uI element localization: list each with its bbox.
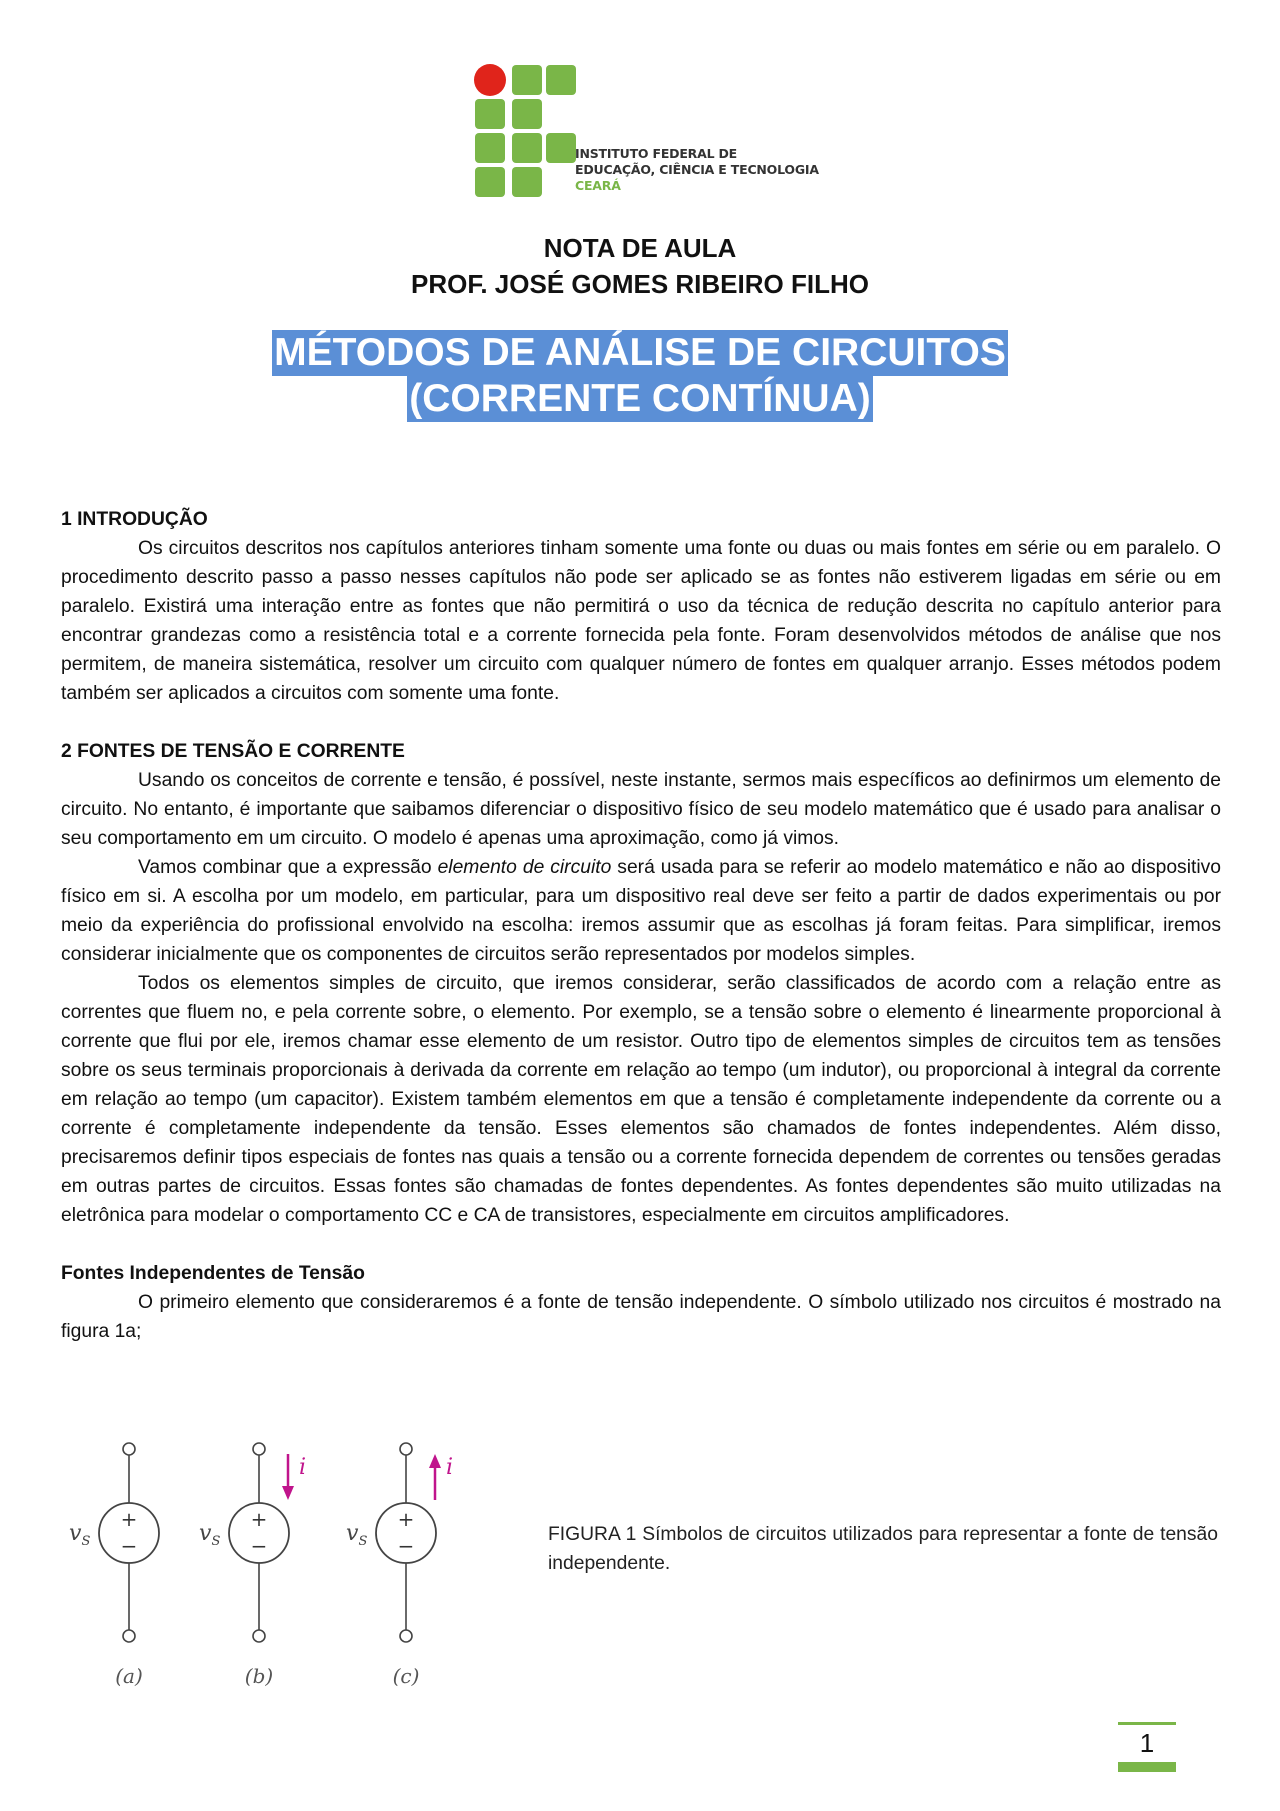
intro-paragraph: Os circuitos descritos nos capítulos anteriores tinham somente uma fonte ou duas ou mais fontes em série ou em paralelo. O procedimento descrito passo a passo nesses capítulos não pode ser aplicado se as fontes não estiverem ligadas em série ou em paralelo. Existirá uma interação entre as fontes que não permitirá o uso da técnica de redução descrita no capítulo anterior para encontrar grandezas como a resistência total e a corrente fornecida pela fonte. Foram desenvolvidos métodos de análise que nos permitem, de maneira sistemática, resolver um circuito com qualquer número de fontes em qualquer arranjo. Esses métodos podem também ser aplicados a circuitos com somente uma fonte. [61, 538, 1221, 704]
source-symbol-a [69, 1443, 159, 1688]
logo-text [575, 146, 819, 194]
fontes-paragraph-2: Vamos combinar que a expressão elemento de circuito será usada para se referir ao modelo matemático e não ao dispositivo físico em si. A escolha por um modelo, em particular, para um dispositivo real deve ser feito a partir de dados experimentais ou por meio da experiência do profissional envolvido na escolha: iremos assumir que as escolhas já foram feitas. Para simplificar, iremos considerar inicialmente que os componentes de circuitos serão representados por modelos simples. [61, 857, 1221, 965]
svg-text:−: − [120, 1534, 138, 1558]
logo-squares [470, 62, 580, 202]
label-c: (c) [392, 1664, 420, 1688]
section-heading-fontes: 2 FONTES DE TENSÃO E CORRENTE [61, 741, 405, 762]
label-a: (a) [115, 1664, 143, 1688]
page-number-text: 1 [1139, 1728, 1155, 1758]
current-label-c: i [446, 1455, 454, 1480]
svg-text:+: + [250, 1507, 268, 1531]
svg-text:+: + [397, 1507, 415, 1531]
figure-1-voltage-source-symbols [61, 1440, 501, 1690]
fontes-paragraph-3: Todos os elementos simples de circuito, que iremos considerar, serão classificados de acordo com a relação entre as correntes que fluem no, e pela corrente sobre, o elemento. Por exemplo, se a tensão sobre o elemento é linearmente proporcional à corrente que flui por ele, iremos chamar esse elemento de um resistor. Outro tipo de elementos simples de circuitos tem as tensões sobre os seus terminais proporcionais à derivada da corrente em relação ao tempo (um indutor), ou proporcional à integral da corrente em relação ao tempo (um capacitor). Existem também elementos em que a tensão é completamente independente da corrente ou a corrente é completamente independente da tensão. Esses elementos são chamados de fontes independentes. Além disso, precisaremos definir tipos especiais de fontes nas quais a tensão ou a corrente fornecida dependem de correntes ou tensões geradas em outras partes de circuitos. Essas fontes são chamadas de fontes dependentes. As fontes dependentes são muito utilizadas na eletrônica para modelar o comportamento CC e CA de transistores, especialmente em circuitos amplificadores. [61, 973, 1221, 1226]
page-number [1118, 1722, 1176, 1768]
current-label-b: i [299, 1455, 307, 1480]
section-heading-independentes: Fontes Independentes de Tensão [61, 1263, 365, 1284]
document-body [61, 505, 1221, 1346]
svg-text:vS: $v_S$ [69, 1521, 91, 1549]
document-title [0, 330, 1280, 422]
section-heading-intro: 1 INTRODUÇÃO [61, 509, 208, 530]
current-arrow-up [429, 1454, 441, 1500]
svg-text:−: − [250, 1534, 268, 1558]
title-line-2: (CORRENTE CONTÍNUA) [409, 377, 871, 420]
label-b: (b) [244, 1664, 274, 1688]
logo-line-1: INSTITUTO FEDERAL DE [575, 146, 737, 161]
svg-text:−: − [397, 1534, 415, 1558]
title-line-1: MÉTODOS DE ANÁLISE DE CIRCUITOS [274, 331, 1006, 374]
fontes-paragraph-1: Usando os conceitos de corrente e tensão, é possível, neste instante, sermos mais específicos ao definirmos um elemento de circuito. No entanto, é importante que saibamos diferenciar o dispositivo físico de seu modelo matemático que é usado para analisar o seu comportamento em um circuito. O modelo é apenas uma aproximação, como já vimos. [61, 770, 1221, 849]
header-line-1: NOTA DE AULA [543, 233, 737, 263]
svg-text:vS: $v_S$ [346, 1521, 368, 1549]
independentes-paragraph: O primeiro elemento que consideraremos é a fonte de tensão independente. O símbolo utilizado nos circuitos é mostrado na figura 1a; [61, 1292, 1221, 1342]
source-symbol-c [346, 1443, 453, 1688]
logo-line-2: EDUCAÇÃO, CIÊNCIA E TECNOLOGIA [575, 162, 819, 177]
institute-logo [470, 62, 830, 202]
source-symbol-b [199, 1443, 306, 1688]
svg-text:+: + [120, 1507, 138, 1531]
current-arrow-down [282, 1454, 294, 1500]
svg-text:vS: $v_S$ [199, 1521, 221, 1549]
header-line-2: PROF. JOSÉ GOMES RIBEIRO FILHO [411, 269, 869, 299]
figure-1-caption: FIGURA 1 Símbolos de circuitos utilizados para representar a fonte de tensão independente. [548, 1524, 1218, 1574]
logo-line-3: CEARÁ [575, 178, 621, 193]
emphasis-elemento-de-circuito: elemento de circuito [437, 857, 612, 878]
